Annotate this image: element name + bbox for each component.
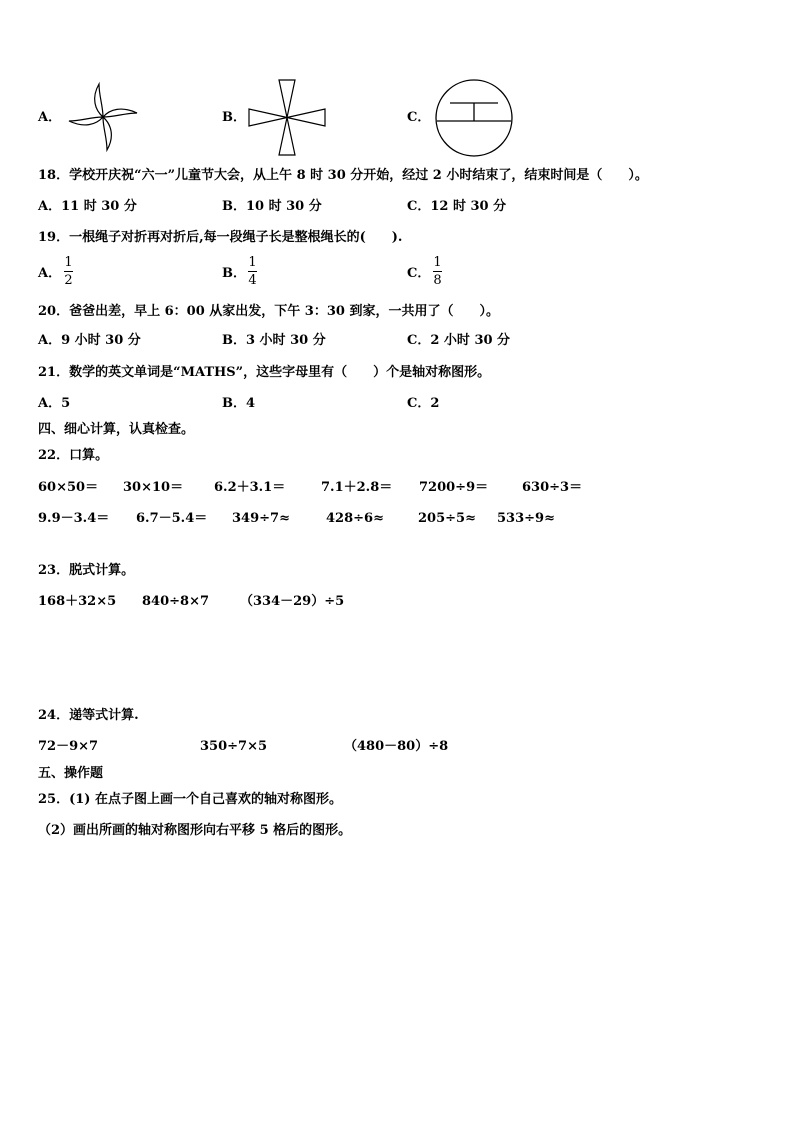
q19-option-a-label: A． [38,266,62,281]
expression-item: （480－80）÷8 [344,739,449,754]
oral-calc-item: 7.1＋2.8＝ [321,480,393,495]
oral-calc-item: 349÷7≈ [232,511,290,526]
q23-stem: 23．脱式计算。 [38,563,135,578]
q20-option-c: C．2 小时 30 分 [407,333,511,348]
q19-stem: 19．一根绳子对折再对折后,每一段绳子长是整根绳长的( ). [38,230,403,245]
q24-stem: 24．递等式计算. [38,708,139,723]
oral-calc-item: 7200÷9＝ [419,480,489,495]
q19-option-b-fraction [248,255,257,288]
q25-part-two: （2）画出所画的轴对称图形向右平移 5 格后的图形。 [38,823,352,838]
q21-option-a: A．5 [38,396,71,411]
q17-option-b-label: B． [222,110,246,125]
q21-option-b: B．4 [222,396,256,411]
expression-item: （334－29）÷5 [240,594,345,609]
q19-option-b-label: B． [222,266,246,281]
oral-calc-item: 30×10＝ [123,480,184,495]
q19-option-c-fraction [433,255,442,288]
expression-item: 72－9×7 [38,739,99,754]
q20-stem: 20．爸爸出差，早上 6：00 从家出发，下午 3：30 到家，一共用了（ ）。 [38,304,499,319]
fraction-numerator: 1 [433,255,442,270]
oral-calc-item: 533÷9≈ [497,511,555,526]
fraction-denominator: 4 [248,273,257,288]
q22-stem: 22．口算。 [38,448,109,463]
q18-option-c: C．12 时 30 分 [407,199,507,214]
q19-option-c-label: C． [407,266,431,281]
fraction-numerator: 1 [248,255,257,270]
q17-option-a-label: A． [38,110,62,125]
fraction-denominator: 8 [433,273,442,288]
q18-option-a: A．11 时 30 分 [38,199,137,214]
oral-calc-item: 9.9－3.4＝ [38,511,110,526]
oral-calc-item: 630÷3＝ [522,480,583,495]
section-four-heading: 四、细心计算，认真检查。 [38,422,195,437]
fraction-bar [433,271,442,272]
q18-option-b: B．10 时 30 分 [222,199,322,214]
oral-calc-item: 60×50＝ [38,480,99,495]
fraction-bar [248,271,257,272]
pinwheel-curved-icon [65,80,141,154]
q19-option-a-fraction [64,255,73,288]
q21-option-c: C．2 [407,396,440,411]
bowtie-cross-icon [248,79,326,156]
oral-calc-item: 205÷5≈ [418,511,476,526]
q18-stem: 18．学校开庆祝“六一”儿童节大会，从上午 8 时 30 分开始，经过 2 小时结束了，结束时间是（ ）。 [38,168,648,183]
section-five-heading: 五、操作题 [38,766,104,781]
oral-calc-item: 6.2＋3.1＝ [214,480,286,495]
q20-option-b: B．3 小时 30 分 [222,333,326,348]
circle-with-i-beam-icon [434,79,514,157]
q17-option-c-label: C． [407,110,431,125]
q25-part-one: 25．(1) 在点子图上画一个自己喜欢的轴对称图形。 [38,792,342,807]
expression-item: 168＋32×5 [38,594,117,609]
fraction-denominator: 2 [64,273,73,288]
fraction-numerator: 1 [64,255,73,270]
oral-calc-item: 428÷6≈ [326,511,384,526]
q20-option-a: A．9 小时 30 分 [38,333,141,348]
fraction-bar [64,271,73,272]
expression-item: 350÷7×5 [200,739,268,754]
expression-item: 840÷8×7 [142,594,210,609]
q21-stem: 21．数学的英文单词是“MATHS”，这些字母里有（ ）个是轴对称图形。 [38,365,491,380]
oral-calc-item: 6.7－5.4＝ [136,511,208,526]
